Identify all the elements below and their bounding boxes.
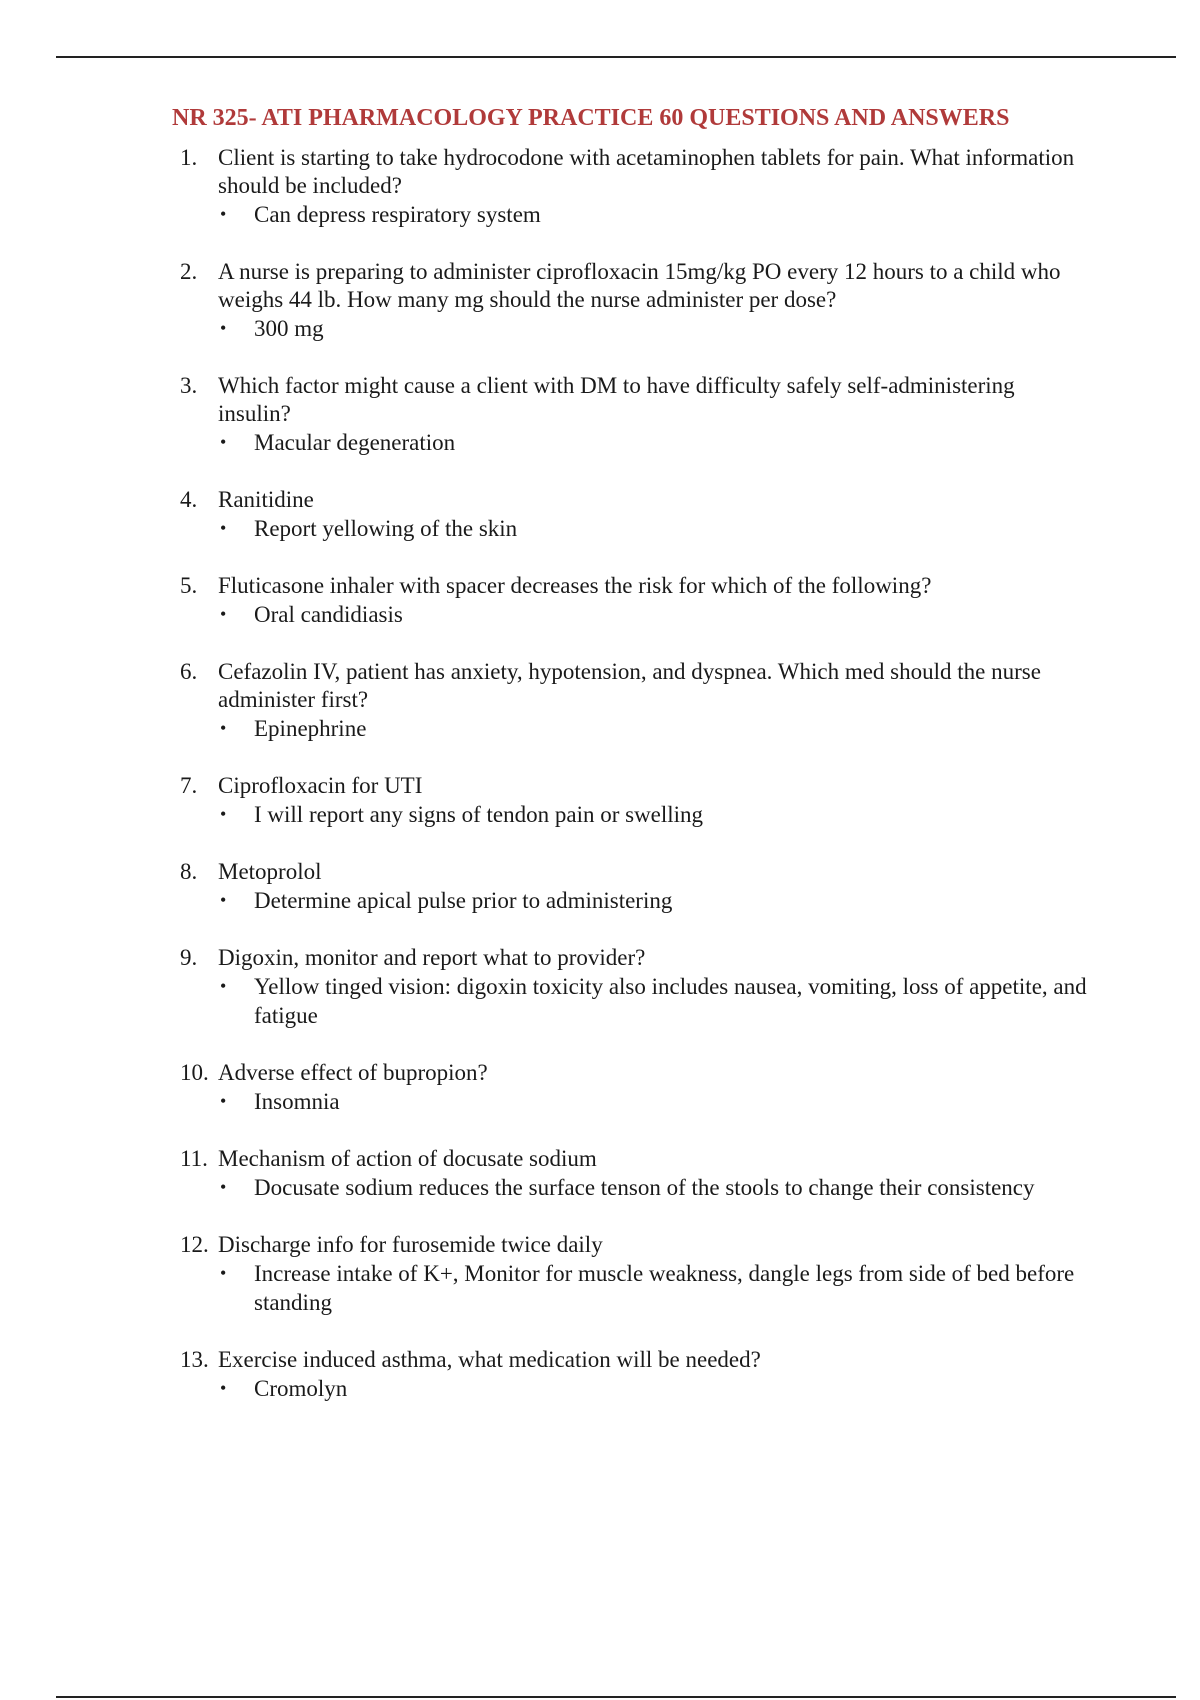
question-number: 6. xyxy=(180,659,198,684)
bullet-icon: • xyxy=(220,804,227,824)
question-item xyxy=(172,944,1092,1030)
answer-text: Epinephrine xyxy=(254,716,367,741)
bullet-icon: • xyxy=(220,890,227,910)
question-item xyxy=(172,1346,1092,1403)
document-body xyxy=(172,100,1092,1432)
question-item xyxy=(172,658,1092,743)
question-text: Ciprofloxacin for UTI xyxy=(218,773,423,798)
answer-text: Yellow tinged vision: digoxin toxicity also includes nausea, vomiting, loss of appetite, and fatigue xyxy=(254,974,1087,1028)
bullet-icon: • xyxy=(220,1177,227,1197)
question-item xyxy=(172,1059,1092,1116)
top-rule xyxy=(56,56,1176,58)
answer-text: Cromolyn xyxy=(254,1376,348,1401)
answer-item xyxy=(218,1374,1092,1403)
question-item xyxy=(172,1231,1092,1317)
question-number: 3. xyxy=(180,373,198,398)
question-number: 9. xyxy=(180,945,198,970)
answer-text: Macular degeneration xyxy=(254,430,456,455)
answer-text: Docusate sodium reduces the surface tenson of the stools to change their consistency xyxy=(254,1175,1035,1200)
answer-text: I will report any signs of tendon pain or swelling xyxy=(254,802,704,827)
question-item xyxy=(172,144,1092,229)
answer-text: Oral candidiasis xyxy=(254,602,403,627)
question-number: 8. xyxy=(180,859,198,884)
question-text: Exercise induced asthma, what medication will be needed? xyxy=(218,1347,761,1372)
question-text: Digoxin, monitor and report what to provider? xyxy=(218,945,646,970)
bullet-icon: • xyxy=(220,1091,227,1111)
question-text: Mechanism of action of docusate sodium xyxy=(218,1146,597,1171)
answer-text: Can depress respiratory system xyxy=(254,202,541,227)
answer-item xyxy=(218,200,1092,229)
question-text: Which factor might cause a client with DM to have difficulty safely self-administering insulin? xyxy=(218,373,1015,426)
question-number: 13. xyxy=(180,1347,209,1372)
answer-item xyxy=(218,972,1092,1030)
bullet-icon: • xyxy=(220,1263,227,1283)
question-item xyxy=(172,486,1092,543)
question-text: Fluticasone inhaler with spacer decreases the risk for which of the following? xyxy=(218,573,932,598)
bullet-icon: • xyxy=(220,1378,227,1398)
question-item xyxy=(172,772,1092,829)
bottom-rule xyxy=(56,1696,1176,1698)
question-number: 2. xyxy=(180,259,198,284)
answer-item xyxy=(218,714,1092,743)
question-item xyxy=(172,572,1092,629)
bullet-icon: • xyxy=(220,518,227,538)
answer-item xyxy=(218,428,1092,457)
question-number: 11. xyxy=(180,1146,208,1171)
question-text: Discharge info for furosemide twice daily xyxy=(218,1232,603,1257)
question-text: Adverse effect of bupropion? xyxy=(218,1060,488,1085)
answer-text: Insomnia xyxy=(254,1089,340,1114)
question-text: Client is starting to take hydrocodone with acetaminophen tablets for pain. What information should be included? xyxy=(218,145,1075,198)
bullet-icon: • xyxy=(220,432,227,452)
answer-text: Increase intake of K+, Monitor for muscle weakness, dangle legs from side of bed before standing xyxy=(254,1261,1075,1315)
question-number: 12. xyxy=(180,1232,209,1257)
question-number: 5. xyxy=(180,573,198,598)
answer-item xyxy=(218,886,1092,915)
bullet-icon: • xyxy=(220,604,227,624)
question-text: Ranitidine xyxy=(218,487,314,512)
bullet-icon: • xyxy=(220,204,227,224)
question-number: 4. xyxy=(180,487,198,512)
bullet-icon: • xyxy=(220,318,227,338)
answer-text: Determine apical pulse prior to administering xyxy=(254,888,673,913)
answer-item xyxy=(218,1173,1092,1202)
answer-text: 300 mg xyxy=(254,316,324,341)
question-number: 10. xyxy=(180,1060,209,1085)
answer-item xyxy=(218,800,1092,829)
answer-item xyxy=(218,1259,1092,1317)
question-text: A nurse is preparing to administer ciprofloxacin 15mg/kg PO every 12 hours to a child who weighs 44 lb. How many mg should the nurse administer per dose? xyxy=(218,259,1061,312)
question-list xyxy=(172,144,1092,1403)
question-text: Cefazolin IV, patient has anxiety, hypotension, and dyspnea. Which med should the nurse administer first? xyxy=(218,659,1041,712)
question-item xyxy=(172,1145,1092,1202)
answer-item xyxy=(218,1087,1092,1116)
bullet-icon: • xyxy=(220,718,227,738)
question-item xyxy=(172,372,1092,457)
answer-item xyxy=(218,600,1092,629)
answer-item xyxy=(218,514,1092,543)
question-number: 7. xyxy=(180,773,198,798)
bullet-icon: • xyxy=(220,976,227,996)
answer-text: Report yellowing of the skin xyxy=(254,516,518,541)
question-item xyxy=(172,858,1092,915)
answer-item xyxy=(218,314,1092,343)
question-item xyxy=(172,258,1092,343)
document-title: NR 325- ATI PHARMACOLOGY PRACTICE 60 QUESTIONS AND ANSWERS xyxy=(172,105,1010,131)
question-number: 1. xyxy=(180,145,198,170)
question-text: Metoprolol xyxy=(218,859,322,884)
